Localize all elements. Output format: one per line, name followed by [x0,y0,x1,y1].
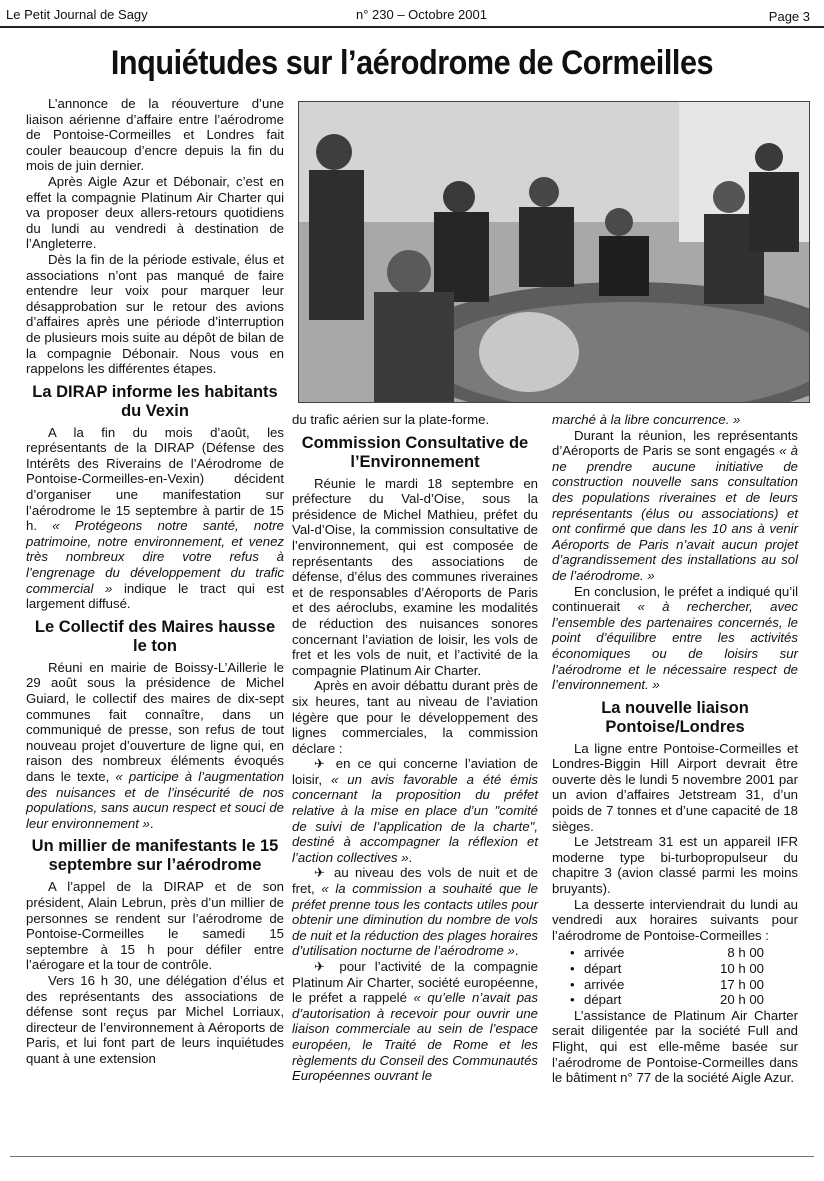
commission-bullet-loisir: ✈ en ce qui concerne l’aviation de loisir, « un avis favorable a été émis concernant la proposition du préfet relative à la mise en place d’un "comité de suivi de l’application de la charte", destiné à accompagner la réflexion et l’action collectives ». [292,756,538,865]
plane-bullet-icon: ✈ [314,756,329,772]
manifestants-paragraph: Vers 16 h 30, une délégation d’élus et des représentants des associations de défense sont reçus par Michel Lorriaux, directeur de l’environnement à Aéroports de Paris, et lui font part de leurs inquiétudes quant à une extension [26,972,284,1066]
plane-bullet-icon: ✈ [314,865,328,881]
liaison-paragraph: La desserte interviendrait du lundi au vendredi aux horaires suivants pour l’aérodrome de Pontoise-Cormeilles : [552,896,798,943]
collectif-paragraph: Réuni en mairie de Boissy-L’Aillerie le 29 août sous la présidence de Michel Guiard, le collectif des maires de dix-sept communes fait connaître, dans un communiqué de presse, son refus de tout nouveau projet d’ouverture de ligne qui, en raison des nombreux éléments évoqués dans le texte, « participe à l’augmentation des nuisances et de l’insécurité de nos populations, sans aucun respect et souci de leur environnement ». [26,659,284,831]
manifestants-continued: du trafic aérien sur la plate-forme. [292,412,490,427]
schedule-row: • arrivée 8 h 00 [570,945,764,961]
page-header [0,4,824,28]
commission-paragraph: Réunie le mardi 18 septembre en préfecture du Val-d’Oise, sous la présidence de Michel Mathieu, préfet du Val-d’Oise, la commission consultative de l’environnement, qui est composée de représentants des associations de défense, d’élus des communes riveraines et de responsables d’Aéroports de Paris et des aéroclubs, examine les modalités de réduction des nuisances sonores concernant l’aviation de loisir, les vols de fret et les vols de nuit, et l’activité de la compagnie Platinum Air Charter. [292,475,538,678]
commission-bullet-platinum: ✈ pour l’activité de la compagnie Platinum Air Charter, société européenne, le préfet a rappelé « qu’elle n’avait pas d’autorisation à recevoir pour ouvrir une liaison commerciale au sein de l’espace européen, le Traité de Rome et les règlements du Conseil des Communautés Européennes ouvrant le [292,959,538,1084]
schedule-row: • départ 10 h 00 [570,961,764,976]
article-title: Inquiétudes sur l’aérodrome de Cormeilles [110,44,714,82]
meeting-photo [298,101,810,403]
commission-continued: marché à la libre concurrence. » [552,412,741,427]
conclusion-paragraph: En conclusion, le préfet a indiqué qu’il continuerait « à rechercher, avec l’ensemble des partenaires concernés, le point d’équilibre entre les activités économiques ou de loisirs sur l’aérodrome et le nécessaire respect de l’environnement. » [552,583,798,693]
column-3 [552,412,798,1086]
adp-paragraph: Durant la réunion, les représentants d’Aéroports de Paris se sont engagés « à ne prendre aucune initiative de construction nouvelle sans consultation des populations riveraines et de leurs représentants (élus ou associations) et ont confirmé que dans les 10 ans à venir Aéroports de Paris n’avait aucun projet d’agrandissement des installations au sol de l’aérodrome. » [552,427,798,583]
journal-name: Le Petit Journal de Sagy [6,7,148,22]
schedule-row: • départ 20 h 00 [570,992,764,1008]
section-heading-manifestants: Un millier de manifestants le 15 septembre sur l’aérodrome [31,837,279,875]
dirap-paragraph: A la fin du mois d’août, les représentants de la DIRAP (Défense des Intérêts des Riverains de l’Aérodrome de Pontoise-Cormeilles-en-Vexin) décident d’organiser une manifestation sur l’aérodrome le 15 septembre à partir de 15 h. « Protégeons notre santé, notre patrimoine, notre environnement, et venez très nombreux dire votre refus à l’engrenage du développement du trafic commercial » indique le tract qui est largement diffusé. [26,424,284,612]
commission-paragraph: Après en avoir débattu durant près de six heures, tant au niveau de l’aviation légère que pour le développement des lignes commerciales, la commission déclare : [292,678,538,756]
liaison-paragraph: La ligne entre Pontoise-Cormeilles et Londres-Biggin Hill Airport devrait être ouverte dès le lundi 5 novembre 2001 par un avion d’affaires Jetstream 31, d’un poids de 7 tonnes et d’une capacité de 18 sièges. [552,740,798,834]
section-heading-collectif: Le Collectif des Maires hausse le ton [34,617,276,655]
manifestants-paragraph: A l’appel de la DIRAP et de son président, Alain Lebrun, près d’un millier de personnes se rendent sur l’aérodrome de Pontoise-Cormeilles le samedi 15 septembre à 15 h pour défiler entre l’aérogare et la tour de contrôle. [26,879,284,973]
flight-schedule [570,945,798,1007]
intro-paragraph: L’annonce de la réouverture d’une liaison aérienne d’affaire entre l’aérodrome de Pontoise-Cormeilles et Londres fait couler beaucoup d’encre depuis la fin du mois de juin dernier. [26,96,284,174]
schedule-row: • arrivée 17 h 00 [570,976,764,992]
issue-number: n° 230 – Octobre 2001 [356,7,487,22]
intro-paragraph: Dès la fin de la période estivale, élus et associations n’ont pas manqué de faire entendre leur voix pour marquer leur désapprobation sur le retour des avions d’affaires après une période d’interruption de plusieurs mois suite au dépôt de bilan de la compagnie Débonair. Nous vous en rappelons les différentes étapes. [26,251,284,377]
bottom-rule [10,1156,814,1157]
meeting-photo-illustration [299,102,809,402]
commission-bullet-nuit: ✈ au niveau des vols de nuit et de fret, « la commission a souhaité que le préfet prenne tous les contacts utiles pour obtenir une diminution du nombre de vols de nuit et la réduction des plages horaires d’utilisation nocturne de l’aérodrome ». [292,865,538,959]
intro-paragraph: Après Aigle Azur et Débonair, c’est en effet la compagnie Platinum Air Charter qui va proposer deux allers-retours quotidiens du lundi au vendredi à destination de l’Angleterre. [26,173,284,252]
column-1 [26,96,284,1066]
section-heading-commission: Commission Consultative de l’Environnement [301,433,529,471]
page-number: Page 3 [768,9,810,24]
liaison-paragraph: L’assistance de Platinum Air Charter serait diligentée par la société Full and Flight, qui est elle-même basée sur l’aérodrome de Pontoise-Cormeilles dans le bâtiment n° 77 de la société Aigle Azur. [552,1007,798,1086]
liaison-paragraph: Le Jetstream 31 est un appareil IFR moderne type bi-turbopropulseur du chapitre 3 (avion classé parmi les moins bruyants). [552,834,798,897]
section-heading-liaison: La nouvelle liaison Pontoise/Londres [601,698,749,736]
column-2 [292,412,538,1084]
section-heading-dirap: La DIRAP informe les habitants du Vexin [32,382,278,420]
plane-bullet-icon: ✈ [314,959,331,974]
